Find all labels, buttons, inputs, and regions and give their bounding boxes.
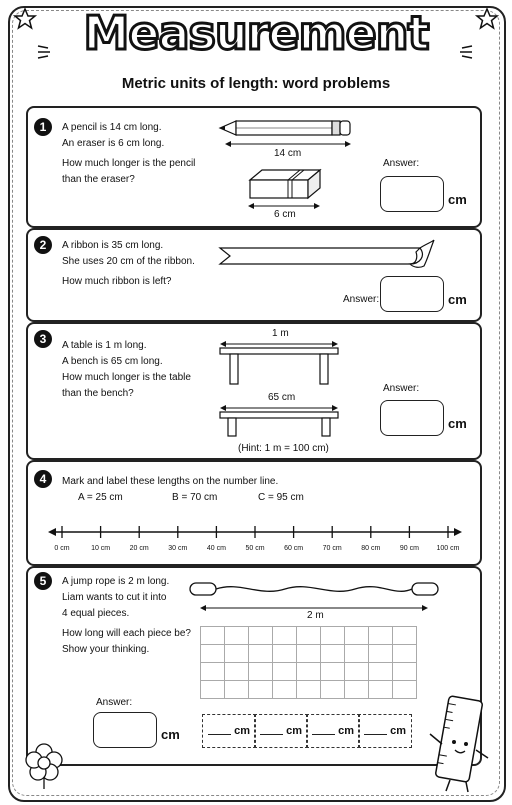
q5-answer-box[interactable]	[93, 712, 157, 748]
question-number: 1	[34, 118, 52, 136]
q1-text-line: than the eraser?	[62, 174, 135, 185]
number-line-tick-label: 70 cm	[322, 545, 342, 552]
eraser-length-label: 6 cm	[274, 209, 296, 220]
q2-answer-box[interactable]	[380, 276, 444, 312]
q5-text-line: How long will each piece be?	[62, 628, 191, 639]
table-measure-arrow	[220, 340, 340, 348]
question-number: 2	[34, 236, 52, 254]
unit-label: cm	[161, 727, 180, 742]
q2-text-line: How much ribbon is left?	[62, 276, 172, 287]
q3-answer-box[interactable]	[380, 400, 444, 436]
question-number: 4	[34, 470, 52, 488]
q3-text-line: A table is 1 m long.	[62, 340, 147, 351]
number-line-tick-label: 60 cm	[284, 545, 304, 552]
table-length-label: 1 m	[272, 328, 289, 339]
q3-text-line: How much longer is the table	[62, 372, 191, 383]
piece-blank-4[interactable]	[358, 714, 412, 748]
pencil-icon	[220, 118, 355, 138]
q2-text-line: She uses 20 cm of the ribbon.	[62, 256, 195, 267]
answer-label: Answer:	[383, 383, 420, 394]
pencil-length-label: 14 cm	[274, 148, 302, 159]
number-line-tick-label: 40 cm	[206, 545, 226, 552]
question-number: 5	[34, 572, 52, 590]
eraser-icon	[246, 168, 322, 200]
q5-text-line: 4 equal pieces.	[62, 608, 130, 619]
conversion-hint: (Hint: 1 m = 100 cm)	[238, 443, 329, 454]
bench-length-label: 65 cm	[268, 392, 296, 403]
number-line-tick-label: 20 cm	[129, 545, 149, 552]
ribbon-icon	[220, 238, 435, 272]
q3-text-line: A bench is 65 cm long.	[62, 356, 163, 367]
table-icon	[220, 348, 340, 388]
question-number: 3	[34, 330, 52, 348]
point-b-label: B = 70 cm	[172, 492, 218, 503]
answer-label: Answer:	[96, 697, 133, 708]
answer-label: Answer:	[343, 294, 380, 305]
jump-rope-icon	[190, 576, 440, 602]
q4-instruction: Mark and label these lengths on the number line.	[62, 476, 279, 487]
piece-unit: cm	[234, 725, 250, 737]
thinking-grid[interactable]	[200, 626, 417, 699]
answer-label: Answer:	[383, 158, 420, 169]
q5-text-line: A jump rope is 2 m long.	[62, 576, 170, 587]
q2-text-line: A ribbon is 35 cm long.	[62, 240, 164, 251]
unit-label: cm	[448, 192, 467, 207]
piece-unit: cm	[286, 725, 302, 737]
number-line-tick-label: 0 cm	[54, 545, 70, 552]
piece-unit: cm	[390, 725, 406, 737]
piece-blank-1[interactable]	[202, 714, 256, 748]
number-line-tick-label: 90 cm	[399, 545, 419, 552]
point-a-label: A = 25 cm	[78, 492, 123, 503]
q5-text-line: Liam wants to cut it into	[62, 592, 167, 603]
bench-icon	[220, 412, 340, 440]
piece-unit: cm	[338, 725, 354, 737]
q1-answer-box[interactable]	[380, 176, 444, 212]
rope-length-label: 2 m	[307, 610, 324, 621]
bench-measure-arrow	[220, 404, 340, 412]
q1-text-line: An eraser is 6 cm long.	[62, 138, 165, 149]
unit-label: cm	[448, 416, 467, 431]
q1-text-line: A pencil is 14 cm long.	[62, 122, 162, 133]
unit-label: cm	[448, 292, 467, 307]
ruler-mascot-icon	[428, 694, 492, 794]
page-title: Measurement	[83, 6, 429, 60]
point-c-label: C = 95 cm	[258, 492, 304, 503]
page-subtitle: Metric units of length: word problems	[121, 75, 391, 92]
flower-icon	[22, 742, 66, 790]
number-line-tick-label: 80 cm	[361, 545, 381, 552]
pencil-measure-arrow	[225, 140, 355, 148]
number-line[interactable]	[48, 522, 464, 542]
number-line-tick-label: 30 cm	[168, 545, 188, 552]
q1-text-line: How much longer is the pencil	[62, 158, 196, 169]
number-line-tick-label: 100 cm	[436, 545, 460, 552]
number-line-tick-label: 10 cm	[91, 545, 111, 552]
q3-text-line: than the bench?	[62, 388, 134, 399]
piece-blank-2[interactable]	[254, 714, 308, 748]
q5-text-line: Show your thinking.	[62, 644, 150, 655]
number-line-tick-label: 50 cm	[245, 545, 265, 552]
piece-blank-3[interactable]	[306, 714, 360, 748]
